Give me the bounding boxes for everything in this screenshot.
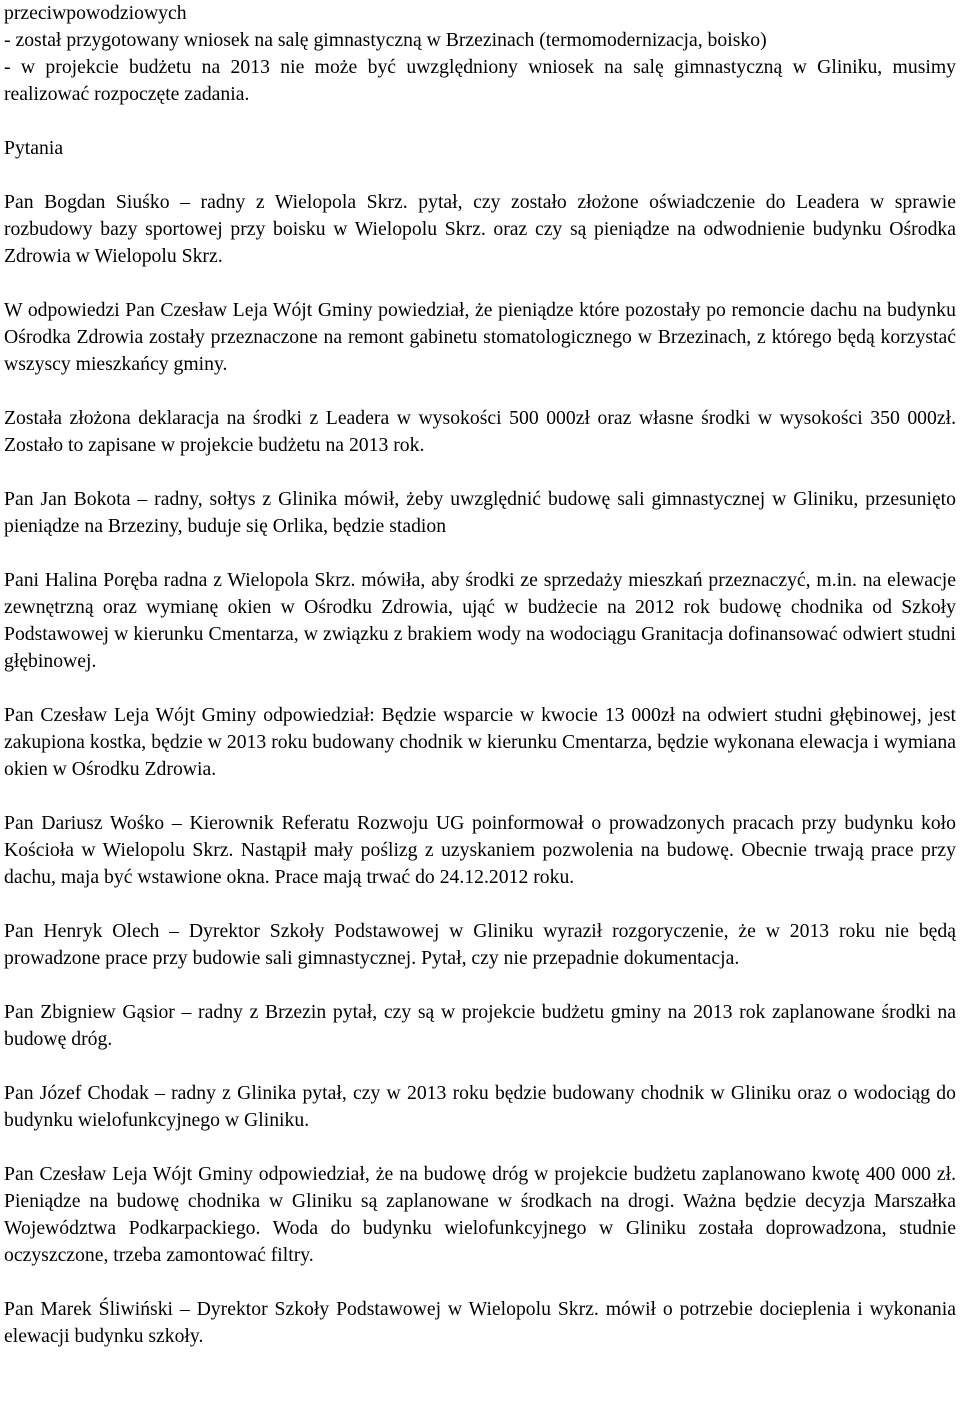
paragraph: Pan Jan Bokota – radny, sołtys z Glinika mówił, żeby uwzględnić budowę sali gimnastycznej w Gliniku, przesunięto pieniądze na Brzeziny, buduje się Orlika, będzie stadion bbox=[4, 488, 956, 537]
spacer bbox=[4, 540, 956, 567]
bullet-item: - został przygotowany wniosek na salę gimnastyczną w Brzezinach (termomodernizacja, boisko) bbox=[4, 29, 767, 51]
paragraph: W odpowiedzi Pan Czesław Leja Wójt Gminy powiedział, że pieniądze które pozostały po remoncie dachu na budynku Ośrodka Zdrowia zostały przeznaczone na remont gabinetu stomatologicznego w Brzezinach, z którego będą korzystać wszyscy mieszkańcy gminy. bbox=[4, 299, 956, 375]
spacer bbox=[4, 378, 956, 405]
paragraph: Pan Dariusz Wośko – Kierownik Referatu Rozwoju UG poinformował o prowadzonych pracach przy budynku koło Kościoła w Wielopolu Skrz. Nastąpił mały poślizg z uzyskaniem pozwolenia na budowę. Obecnie trwają prace przy dachu, maja być wstawione okna. Prace mają trwać do 24.12.2012 roku. bbox=[4, 812, 956, 888]
spacer bbox=[4, 459, 956, 486]
spacer bbox=[4, 972, 956, 999]
paragraph: Pan Czesław Leja Wójt Gminy odpowiedział: Będzie wsparcie w kwocie 13 000zł na odwiert studni głębinowej, jest zakupiona kostka, będzie w 2013 roku budowany chodnik w kierunku Cmentarza, będzie wykonana elewacja i wymiana okien w Ośrodku Zdrowia. bbox=[4, 704, 956, 780]
paragraph: Pan Zbigniew Gąsior – radny z Brzezin pytał, czy są w projekcie budżetu gminy na 2013 rok zaplanowane środki na budowę dróg. bbox=[4, 1001, 956, 1050]
paragraph: Pan Marek Śliwiński – Dyrektor Szkoły Podstawowej w Wielopolu Skrz. mówił o potrzebie docieplenia i wykonania elewacji budynku szkoły. bbox=[4, 1298, 956, 1347]
paragraph: Pan Bogdan Siuśko – radny z Wielopola Skrz. pytał, czy zostało złożone oświadczenie do Leadera w sprawie rozbudowy bazy sportowej przy boisku w Wielopolu Skrz. oraz czy są pieniądze na odwodnienie budynku Ośrodka Zdrowia w Wielopolu Skrz. bbox=[4, 191, 956, 267]
spacer bbox=[4, 270, 956, 297]
bullet-item: - w projekcie budżetu na 2013 nie może być uwzględniony wniosek na salę gimnastyczną w Gliniku, musimy realizować rozpoczęte zadania. bbox=[4, 56, 956, 105]
section-heading: Pytania bbox=[4, 137, 64, 159]
paragraph: Pan Józef Chodak – radny z Glinika pytał, czy w 2013 roku będzie budowany chodnik w Gliniku oraz o wodociąg do budynku wielofunkcyjnego w Gliniku. bbox=[4, 1082, 956, 1131]
spacer bbox=[4, 891, 956, 918]
paragraph: Pani Halina Poręba radna z Wielopola Skrz. mówiła, aby środki ze sprzedaży mieszkań przeznaczyć, m.in. na elewacje zewnętrzną oraz wymianę okien w Ośrodku Zdrowia, ująć w budżecie na 2012 rok budowę chodnika od Szkoły Podstawowej w kierunku Cmentarza, w związku z brakiem wody na wodociągu Granitacja dofinansować odwiert studni głębinowej. bbox=[4, 569, 956, 672]
paragraph: Pan Henryk Olech – Dyrektor Szkoły Podstawowej w Gliniku wyraził rozgoryczenie, że w 2013 roku nie będą prowadzone prace przy budowie sali gimnastycznej. Pytał, czy nie przepadnie dokumentacja. bbox=[4, 920, 956, 969]
spacer bbox=[4, 783, 956, 810]
intro-line: przeciwpowodziowych bbox=[4, 2, 187, 24]
spacer bbox=[4, 675, 956, 702]
spacer bbox=[4, 1269, 956, 1296]
spacer bbox=[4, 1134, 956, 1161]
spacer bbox=[4, 1053, 956, 1080]
paragraph: Pan Czesław Leja Wójt Gminy odpowiedział, że na budowę dróg w projekcie budżetu zaplanowano kwotę 400 000 zł. Pieniądze na budowę chodnika w Gliniku są zaplanowane w środkach na drogi. Ważna będzie decyzja Marszałka Województwa Podkarpackiego. Woda do budynku wielofunkcyjnego w Gliniku została doprowadzona, studnie oczyszczone, trzeba zamontować filtry. bbox=[4, 1163, 956, 1266]
spacer bbox=[4, 108, 956, 135]
paragraph: Została złożona deklaracja na środki z Leadera w wysokości 500 000zł oraz własne środki w wysokości 350 000zł. Zostało to zapisane w projekcie budżetu na 2013 rok. bbox=[4, 407, 956, 456]
spacer bbox=[4, 162, 956, 189]
